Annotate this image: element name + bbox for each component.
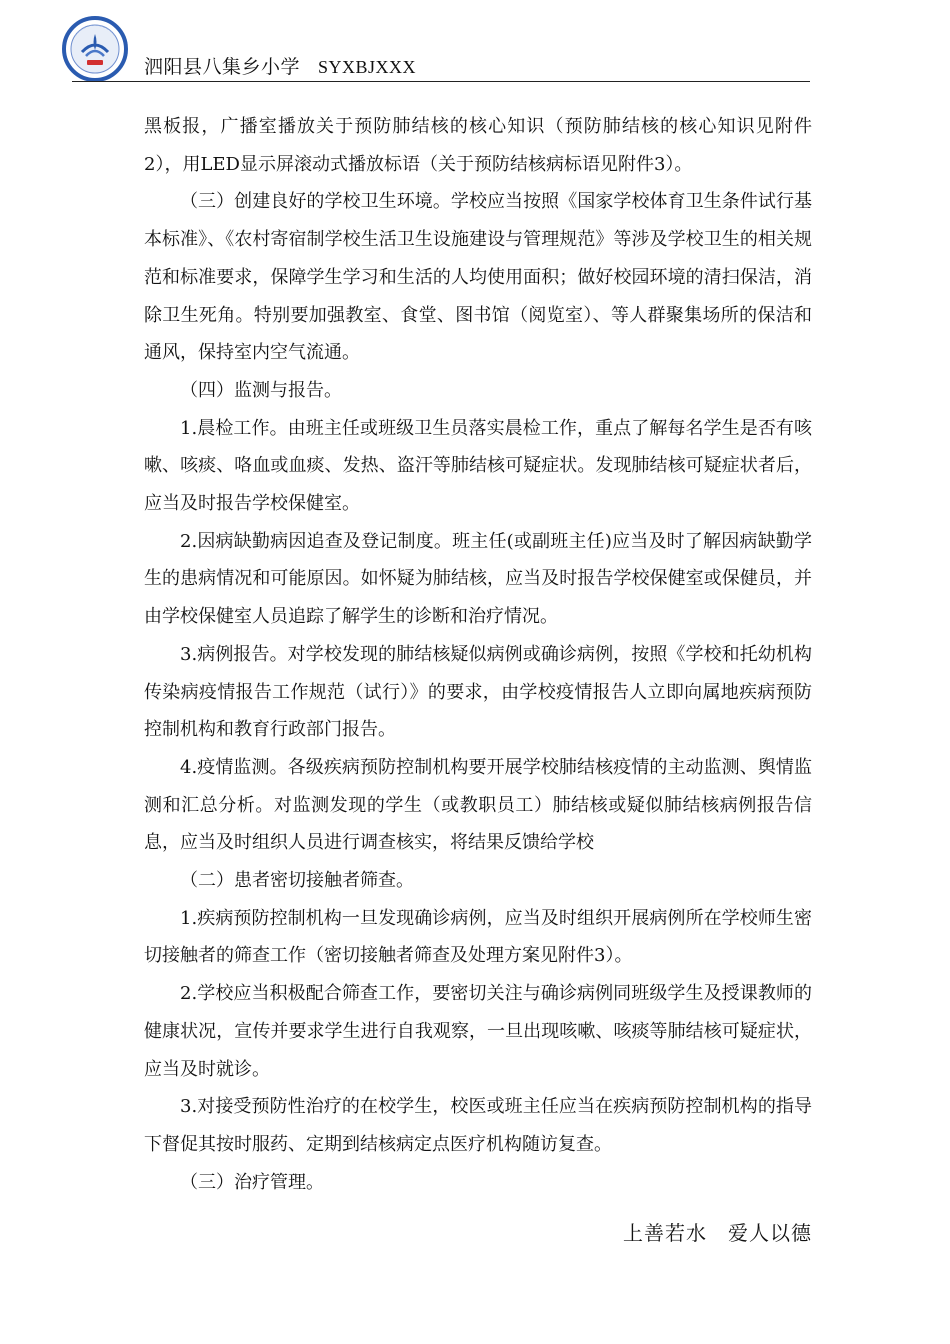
section-heading: （二）患者密切接触者筛查。 — [180, 870, 414, 892]
header-divider — [72, 81, 810, 82]
paragraph: 2.因病缺勤病因追查及登记制度。班主任(或副班主任)应当及时了解因病缺勤学生的患病情况和可能原因。如怀疑为肺结核，应当及时报告学校保健室或保健员，并由学校保健室人员追踪了解学生的诊断和治疗情况。 — [144, 530, 812, 628]
page-header — [62, 16, 810, 82]
document-code: SYXBJXXX — [318, 57, 417, 77]
paragraph: 3.对接受预防性治疗的在校学生，校医或班主任应当在疾病预防控制机构的指导下督促其按时服药、定期到结核病定点医疗机构随访复查。 — [144, 1096, 812, 1155]
paragraph: 黑板报，广播室播放关于预防肺结核的核心知识（预防肺结核的核心知识见附件2），用LED显示屏滚动式播放标语（关于预防结核病标语见附件3）。 — [144, 116, 812, 175]
paragraph: 2.学校应当积极配合筛查工作，要密切关注与确诊病例同班级学生及授课教师的健康状况，宣传并要求学生进行自我观察，一旦出现咳嗽、咳痰等肺结核可疑症状，应当及时就诊。 — [144, 983, 812, 1080]
school-name — [144, 52, 416, 79]
paragraph: 3.病例报告。对学校发现的肺结核疑似病例或确诊病例，按照《学校和托幼机构传染病疫情报告工作规范（试行）》的要求，由学校疫情报告人立即向属地疾病预防控制机构和教育行政部门报告。 — [144, 643, 812, 741]
section-heading: （三）治疗管理。 — [180, 1171, 324, 1193]
section-heading: （四）监测与报告。 — [180, 379, 342, 401]
paragraph: 1.晨检工作。由班主任或班级卫生员落实晨检工作，重点了解每名学生是否有咳嗽、咳痰、咯血或血痰、发热、盗汗等肺结核可疑症状。发现肺结核可疑症状者后，应当及时报告学校保健室。 — [144, 417, 812, 515]
paragraph: （三）创建良好的学校卫生环境。学校应当按照《国家学校体育卫生条件试行基本标准》、《农村寄宿制学校生活卫生设施建设与管理规范》等涉及学校卫生的相关规范和标准要求，保障学生学习和生活的人均使用面积；做好校园环境的清扫保洁，消除卫生死角。特别要加强教室、食堂、图书馆（阅览室）、等人群聚集场所的保洁和通风，保持室内空气流通。 — [144, 191, 812, 364]
paragraph: 4.疫情监测。各级疾病预防控制机构要开展学校肺结核疫情的主动监测、舆情监测和汇总分析。对监测发现的学生（或教职员工）肺结核或疑似肺结核病例报告信息，应当及时组织人员进行调查核实，将结果反馈给学校 — [144, 756, 812, 854]
paragraph: 1.疾病预防控制机构一旦发现确诊病例，应当及时组织开展病例所在学校师生密切接触者的筛查工作（密切接触者筛查及处理方案见附件3）。 — [144, 907, 812, 967]
document-body — [144, 108, 812, 1201]
school-name-text: 泗阳县八集乡小学 — [144, 56, 301, 78]
footer-motto: 上善若水 爱人以德 — [623, 1221, 812, 1245]
school-emblem-icon — [62, 16, 128, 82]
